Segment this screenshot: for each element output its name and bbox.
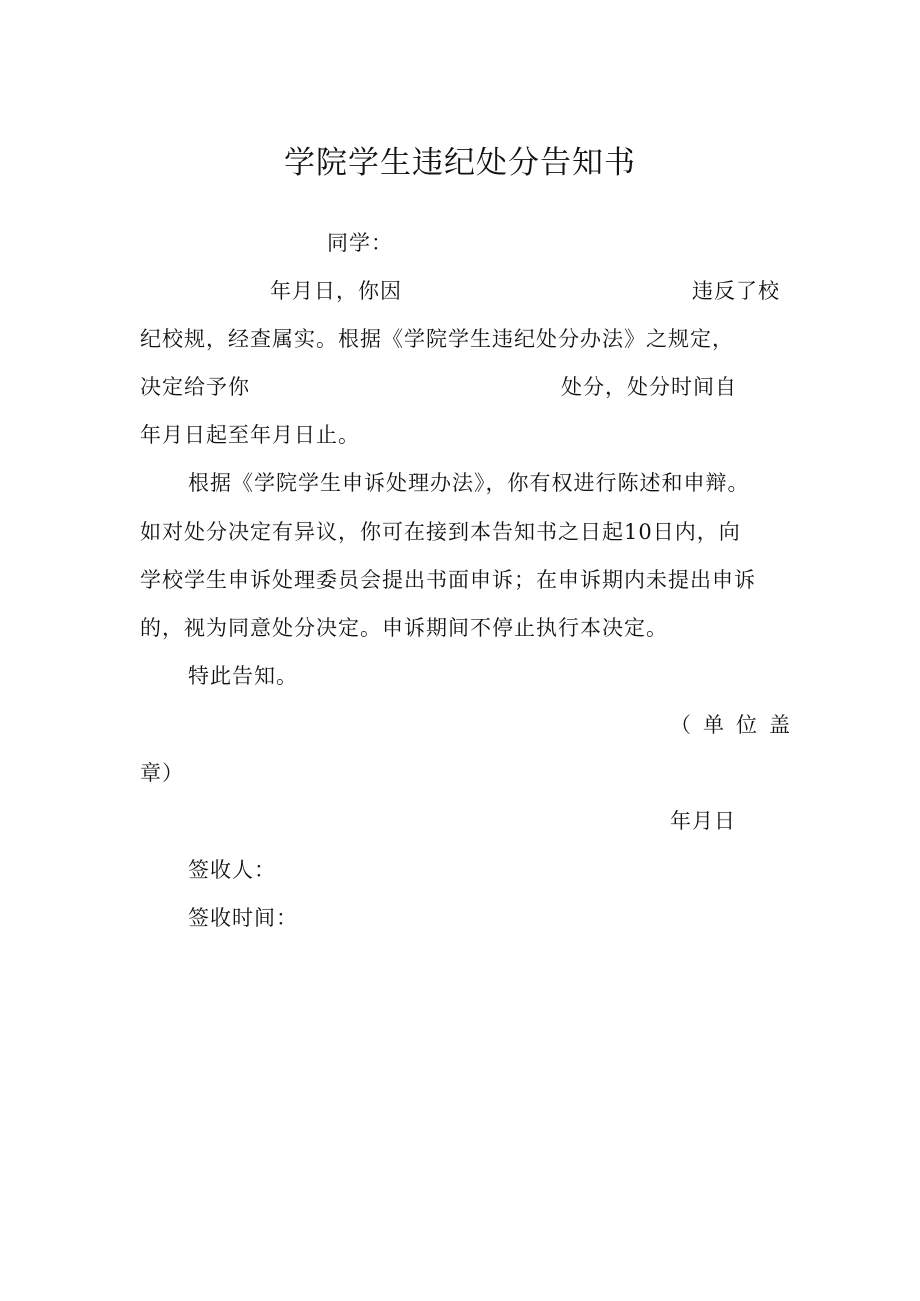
paragraph1-line3-start: 决定给予你 — [140, 375, 250, 399]
document-title: 学院学生违纪处分告知书 — [284, 145, 636, 181]
paragraph1-line2: 纪校规，经查属实。根据《学院学生违纪处分办法》之规定， — [140, 327, 734, 351]
paragraph1-line4: 年月日起至年月日止。 — [140, 423, 360, 447]
closing-notice: 特此告知。 — [188, 664, 298, 688]
paragraph1-line1-start: 年月日，你因 — [270, 279, 402, 303]
sign-time-label: 签收时间： — [188, 906, 298, 930]
paragraph1-line3-end: 处分，处分时间自 — [561, 375, 737, 399]
salutation: 同学： — [327, 231, 393, 255]
paragraph2-line1: 根据《学院学生申诉处理办法》，你有权进行陈述和申辩。 — [188, 471, 750, 495]
seal-line1: （单位盖 — [670, 713, 802, 737]
issue-date: 年月日 — [670, 809, 736, 833]
paragraph2-line3: 学校学生申诉处理委员会提出书面申诉；在申诉期内未提出申诉 — [140, 568, 756, 592]
paragraph2-line4: 的，视为同意处分决定。申诉期间不停止执行本决定。 — [140, 616, 668, 640]
paragraph2-line2: 如对处分决定有异议，你可在接到本告知书之日起10日内，向 — [140, 520, 741, 544]
signee-label: 签收人： — [188, 858, 276, 882]
paragraph1-line1-end: 违反了校 — [692, 279, 780, 303]
seal-line2: 章） — [140, 761, 184, 785]
